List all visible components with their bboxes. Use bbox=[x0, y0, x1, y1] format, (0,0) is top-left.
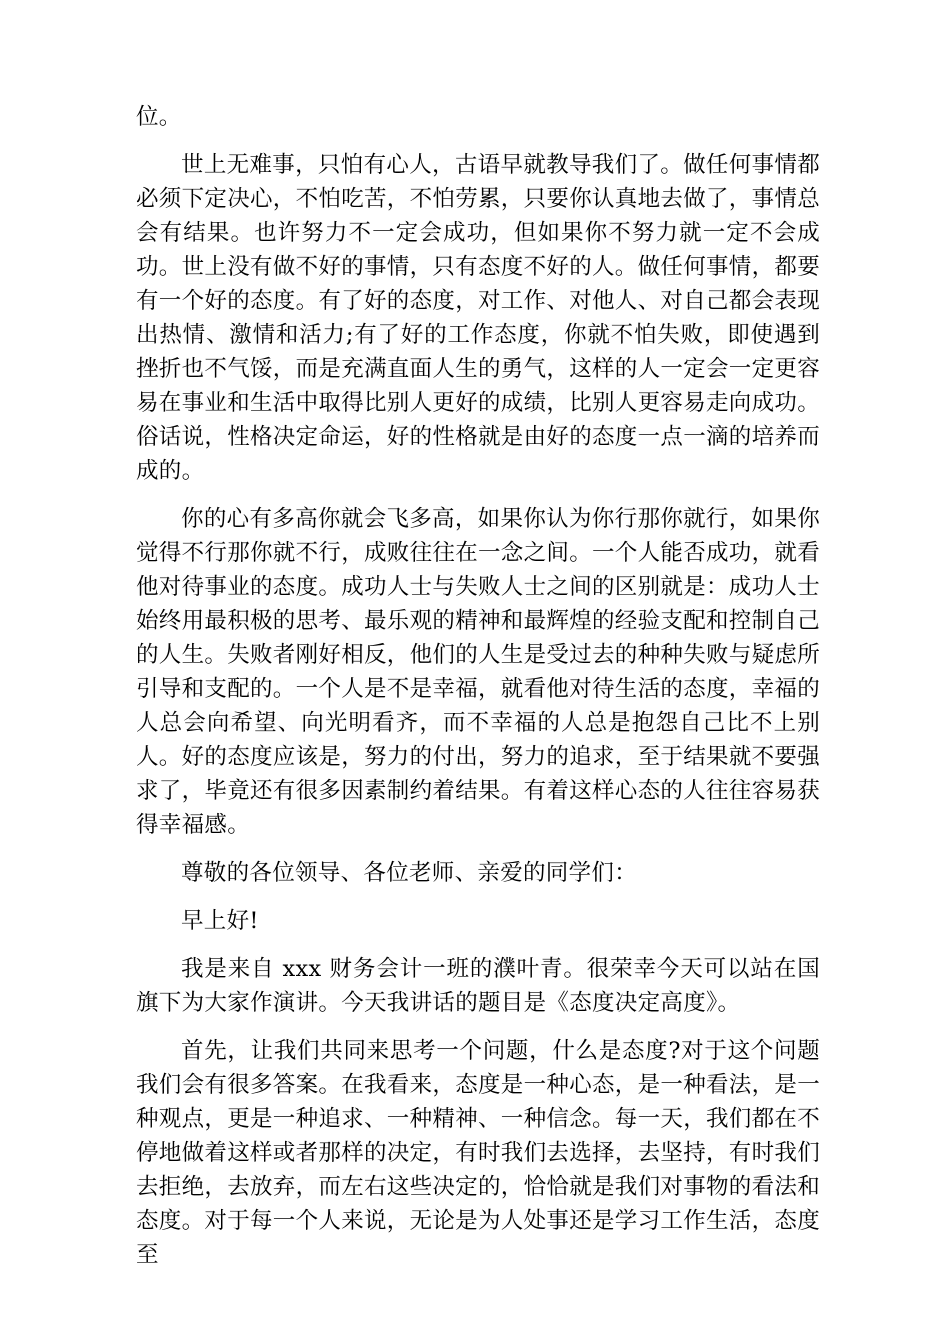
document-page bbox=[136, 100, 820, 1286]
speech-greeting: 早上好! bbox=[181, 908, 259, 934]
paragraph-heart-height: 你的心有多高你就会飞多高，如果你认为你行那你就行，如果你觉得不行那你就不行，成败往往在一念之间。一个人能否成功，就看他对待事业的态度。成功人士与失败人士之间的区别就是：成功人士始终用最积极的思考、最乐观的精神和最辉煌的经验支配和控制自己的人生。失败者刚好相反，他们的人生是受过去的种种失败与疑虑所引导和支配的。一个人是不是幸福，就看他对待生活的态度，幸福的人总会向希望、向光明看齐，而不幸福的人总是抱怨自己比不上别人。好的态度应该是，努力的付出，努力的追求，至于结果就不要强求了，毕竟还有很多因素制约着结果。有着这样心态的人往往容易获得幸福感。 bbox=[136, 506, 821, 838]
paragraph-attitude-success: 世上无难事，只怕有心人，古语早就教导我们了。做任何事情都必须下定决心，不怕吃苦，不怕劳累，只要你认真地去做了，事情总会有结果。也许努力不一定会成功，但如果你不努力就一定不会成功。世上没有做不好的事情，只有态度不好的人。做任何事情，都要有一个好的态度。有了好的态度，对工作、对他人、对自己都会表现出热情、激情和活力;有了好的工作态度，你就不怕失败，即使遇到挫折也不气馁，而是充满直面人生的勇气，这样的人一定会一定更容易在事业和生活中取得比别人更好的成绩，比别人更容易走向成功。俗话说，性格决定命运，好的性格就是由好的态度一点一滴的培养而成的。 bbox=[136, 152, 821, 484]
speech-introduction: 我是来自 xxx 财务会计一班的濮叶青。很荣幸今天可以站在国旗下为大家作演讲。今天我讲话的题目是《态度决定高度》。 bbox=[136, 956, 820, 1016]
paragraph-continuation: 位。 bbox=[136, 104, 182, 130]
speech-body-paragraph: 首先，让我们共同来思考一个问题，什么是态度?对于这个问题我们会有很多答案。在我看来，态度是一种心态，是一种看法，是一种观点，更是一种追求、一种精神、一种信念。每一天，我们都在不停地做着这样或者那样的决定，有时我们去选择，去坚持，有时我们去拒绝，去放弃，而左右这些决定的，恰恰就是我们对事物的看法和态度。对于每一个人来说，无论是为人处事还是学习工作生活，态度至 bbox=[136, 1038, 821, 1268]
speech-salutation: 尊敬的各位领导、各位老师、亲爱的同学们： bbox=[181, 860, 638, 886]
